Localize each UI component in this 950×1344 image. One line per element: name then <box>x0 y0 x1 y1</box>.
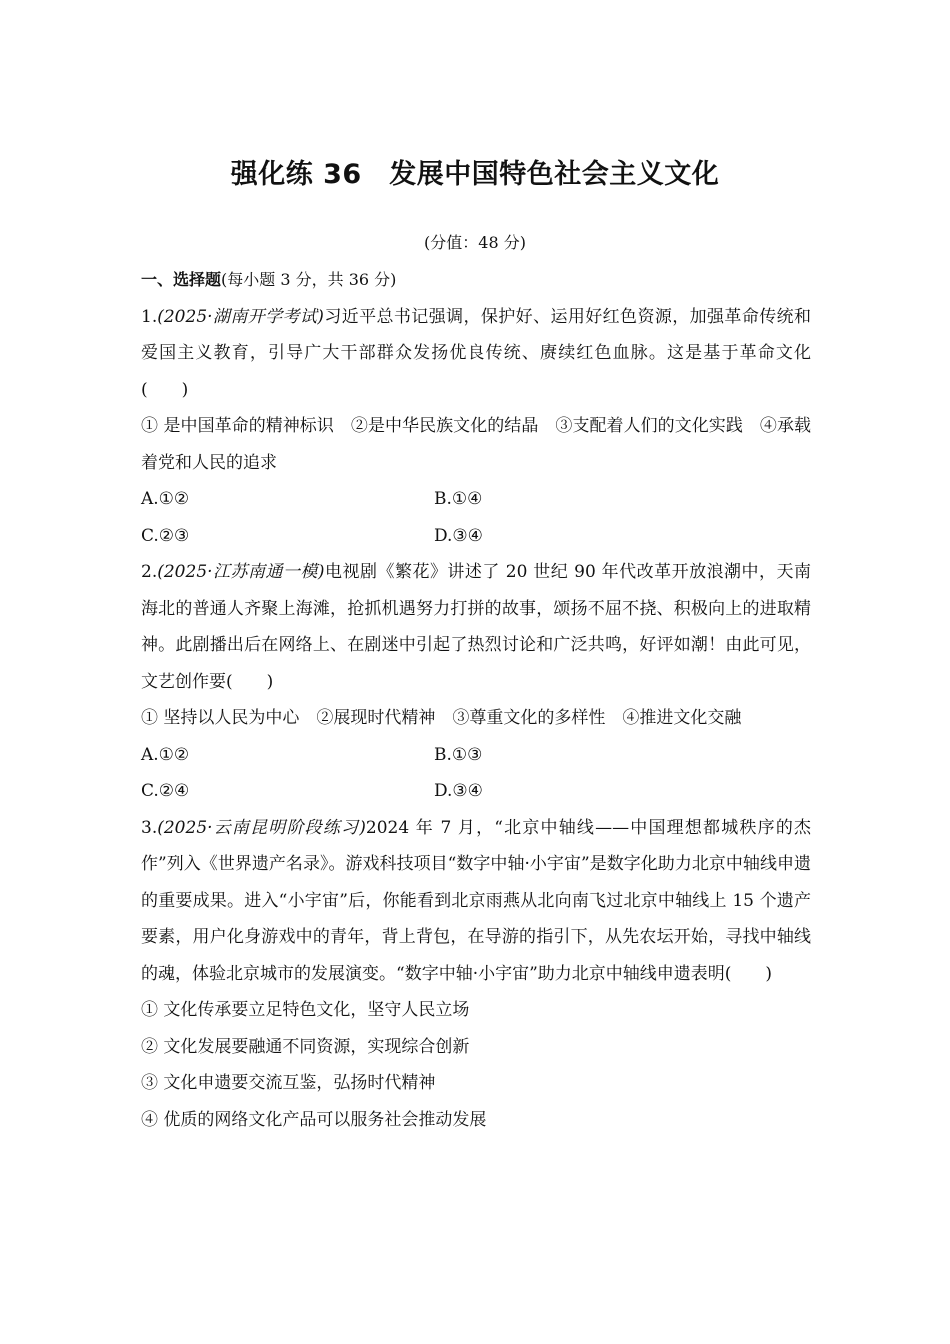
question-3-number: 3. <box>141 817 158 838</box>
question-3-text: 2024 年 7 月，“北京中轴线——中国理想都城秩序的杰作”列入《世界遗产名录》。游戏科技项目“数字中轴·小宇宙”是数字化助力北京中轴线申遗的重要成果。进入“小宇宙”后，你能看到北京雨燕从北向南飞过北京中轴线上 15 个遗产要素，用户化身游戏中的青年，背上背包，在导游的指引下，从先农坛开始，寻找中轴线的魂，体验北京城市的发展演变。“数字中轴·小宇宙”助力北京中轴线申遗表明( ) <box>141 817 812 984</box>
question-2-option-c: C.②④ <box>141 781 190 801</box>
question-2-statements: ① 坚持以人民为中心 ②展现时代精神 ③尊重文化的多样性 ④推进文化交融 <box>141 708 742 728</box>
question-2-number: 2. <box>141 562 158 582</box>
question-1-statements: ① 是中国革命的精神标识 ②是中华民族文化的结晶 ③支配着人们的文化实践 ④承载着党和人民的追求 <box>141 416 811 473</box>
page-title: 强化练 36 发展中国特色社会主义文化 <box>230 159 720 190</box>
question-1-option-b: B.①④ <box>434 489 483 509</box>
question-2-stem <box>141 554 811 700</box>
question-1-options-row-2 <box>141 518 811 555</box>
question-2-options-row-2 <box>141 773 811 810</box>
question-3-statement-1: ① 文化传承要立足特色文化，坚守人民立场 <box>141 1000 470 1020</box>
question-2-option-d: D.③④ <box>434 781 483 801</box>
section-heading <box>141 262 811 299</box>
question-3-statement-4: ④ 优质的网络文化产品可以服务社会推动发展 <box>141 1109 487 1130</box>
question-3-source: (2025·云南昆明阶段练习) <box>157 817 366 838</box>
question-3 <box>141 810 811 1139</box>
section-title: 一、选择题 <box>141 270 222 289</box>
question-1-source: (2025·湖南开学考试) <box>157 306 324 327</box>
question-1-text: 习近平总书记强调，保护好、运用好红色资源，加强革命传统和爱国主义教育，引导广大干部群众发扬优良传统、赓续红色血脉。这是基于革命文化( ) <box>141 306 811 400</box>
question-2 <box>141 554 811 810</box>
question-1-option-c: C.②③ <box>141 525 190 546</box>
question-list <box>141 262 811 1138</box>
question-2-source: (2025·江苏南通一模) <box>157 562 325 582</box>
question-1 <box>141 299 811 555</box>
question-3-statement-3: ③ 文化申遗要交流互鉴，弘扬时代精神 <box>141 1073 436 1093</box>
question-2-text: 电视剧《繁花》讲述了 20 世纪 90 年代改革开放浪潮中，天南海北的普通人齐聚上海滩，抢抓机遇努力打拼的故事，颂扬不屈不挠、积极向上的进取精神。此剧播出后在网络上、在剧迷中引起了热烈讨论和广泛共鸣，好评如潮！由此可见，文艺创作要( ) <box>141 562 811 692</box>
question-1-option-a: A.①② <box>141 489 190 509</box>
score-note: (分值：48 分) <box>424 233 526 252</box>
question-2-option-a: A.①② <box>141 744 190 765</box>
question-3-statement-2: ② 文化发展要融通不同资源，实现综合创新 <box>141 1036 470 1057</box>
section-note: (每小题 3 分，共 36 分) <box>221 270 397 289</box>
question-3-stem <box>141 810 811 993</box>
question-1-option-d: D.③④ <box>434 525 483 546</box>
question-1-stem <box>141 299 811 409</box>
question-1-number: 1. <box>141 306 158 327</box>
question-2-options-row-1 <box>141 737 811 774</box>
question-2-option-b: B.①③ <box>434 744 483 765</box>
question-1-options-row-1 <box>141 481 811 518</box>
